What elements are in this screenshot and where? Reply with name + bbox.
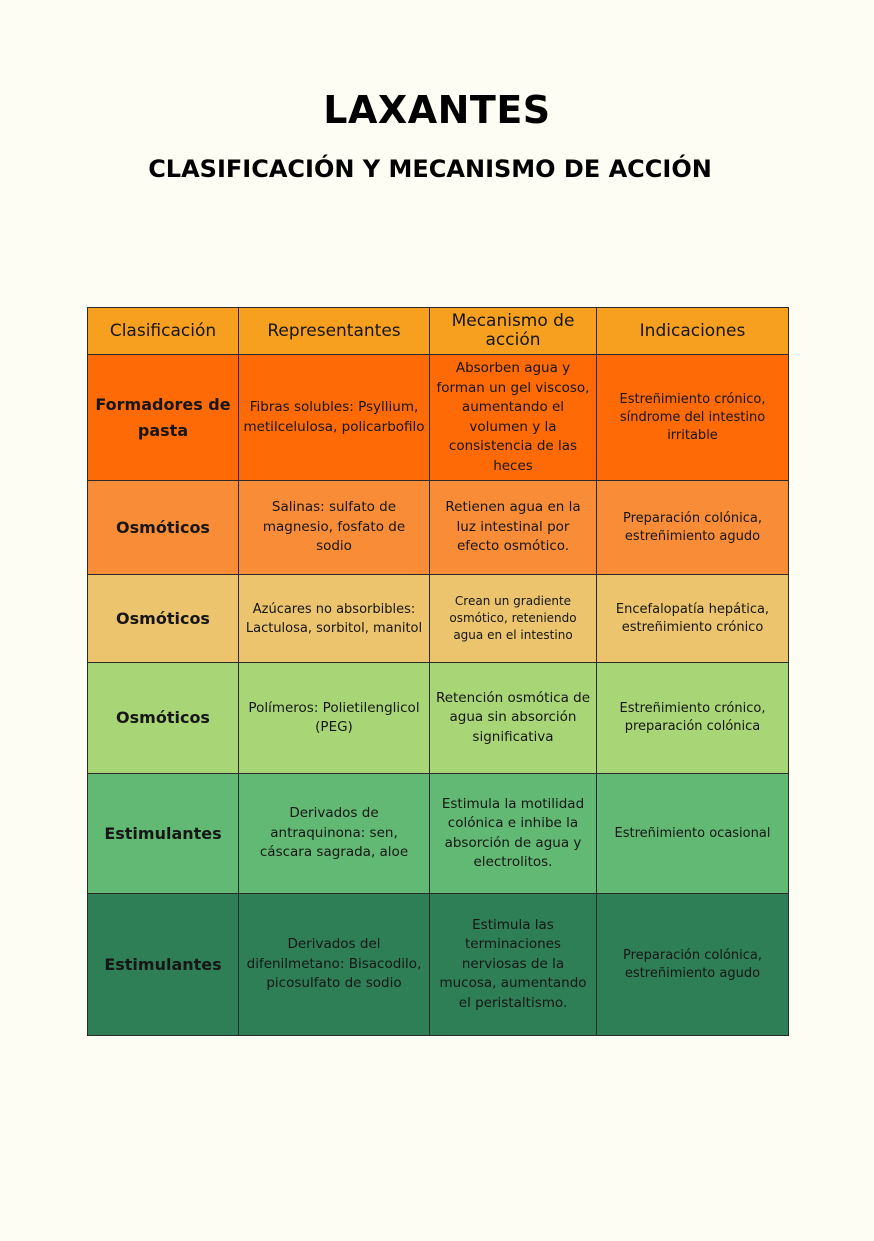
cell-indicaciones: Estreñimiento crónico, síndrome del intestino irritable [597,355,789,481]
table-header-row [88,308,789,355]
cell-indicaciones: Estreñimiento crónico, preparación colónica [597,663,789,774]
header-clasificacion: Clasificación [88,308,239,355]
cell-clasificacion: Osmóticos [88,481,239,575]
table-row [88,355,789,481]
laxantes-table [87,307,789,1036]
cell-indicaciones: Estreñimiento ocasional [597,774,789,894]
cell-mecanismo: Absorben agua y forman un gel viscoso, aumentando el volumen y la consistencia de las heces [430,355,597,481]
header-representantes: Representantes [239,308,430,355]
header-mecanismo: Mecanismo de acción [430,308,597,355]
table-row [88,663,789,774]
cell-mecanismo: Estimula la motilidad colónica e inhibe la absorción de agua y electrolitos. [430,774,597,894]
cell-indicaciones: Preparación colónica, estreñimiento agudo [597,894,789,1036]
cell-representantes: Derivados del difenilmetano: Bisacodilo, picosulfato de sodio [239,894,430,1036]
cell-indicaciones: Encefalopatía hepática, estreñimiento crónico [597,575,789,663]
cell-mecanismo: Retienen agua en la luz intestinal por efecto osmótico. [430,481,597,575]
cell-clasificacion: Estimulantes [88,774,239,894]
cell-mecanismo: Crean un gradiente osmótico, reteniendo agua en el intestino [430,575,597,663]
cell-representantes: Derivados de antraquinona: sen, cáscara sagrada, aloe [239,774,430,894]
header-indicaciones: Indicaciones [597,308,789,355]
page-title: LAXANTES [323,88,551,132]
cell-clasificacion: Estimulantes [88,894,239,1036]
cell-clasificacion: Osmóticos [88,575,239,663]
cell-representantes: Fibras solubles: Psyllium, metilcelulosa, policarbofilo [239,355,430,481]
table-row [88,481,789,575]
cell-clasificacion: Osmóticos [88,663,239,774]
table-row [88,774,789,894]
page-subtitle: CLASIFICACIÓN Y MECANISMO DE ACCIÓN [148,155,712,183]
cell-representantes: Salinas: sulfato de magnesio, fosfato de sodio [239,481,430,575]
table-row [88,894,789,1036]
table-row [88,575,789,663]
cell-representantes: Polímeros: Polietilenglicol (PEG) [239,663,430,774]
cell-indicaciones: Preparación colónica, estreñimiento agudo [597,481,789,575]
cell-mecanismo: Estimula las terminaciones nerviosas de la mucosa, aumentando el peristaltismo. [430,894,597,1036]
cell-clasificacion: Formadores de pasta [88,355,239,481]
cell-mecanismo: Retención osmótica de agua sin absorción significativa [430,663,597,774]
cell-representantes: Azúcares no absorbibles: Lactulosa, sorbitol, manitol [239,575,430,663]
